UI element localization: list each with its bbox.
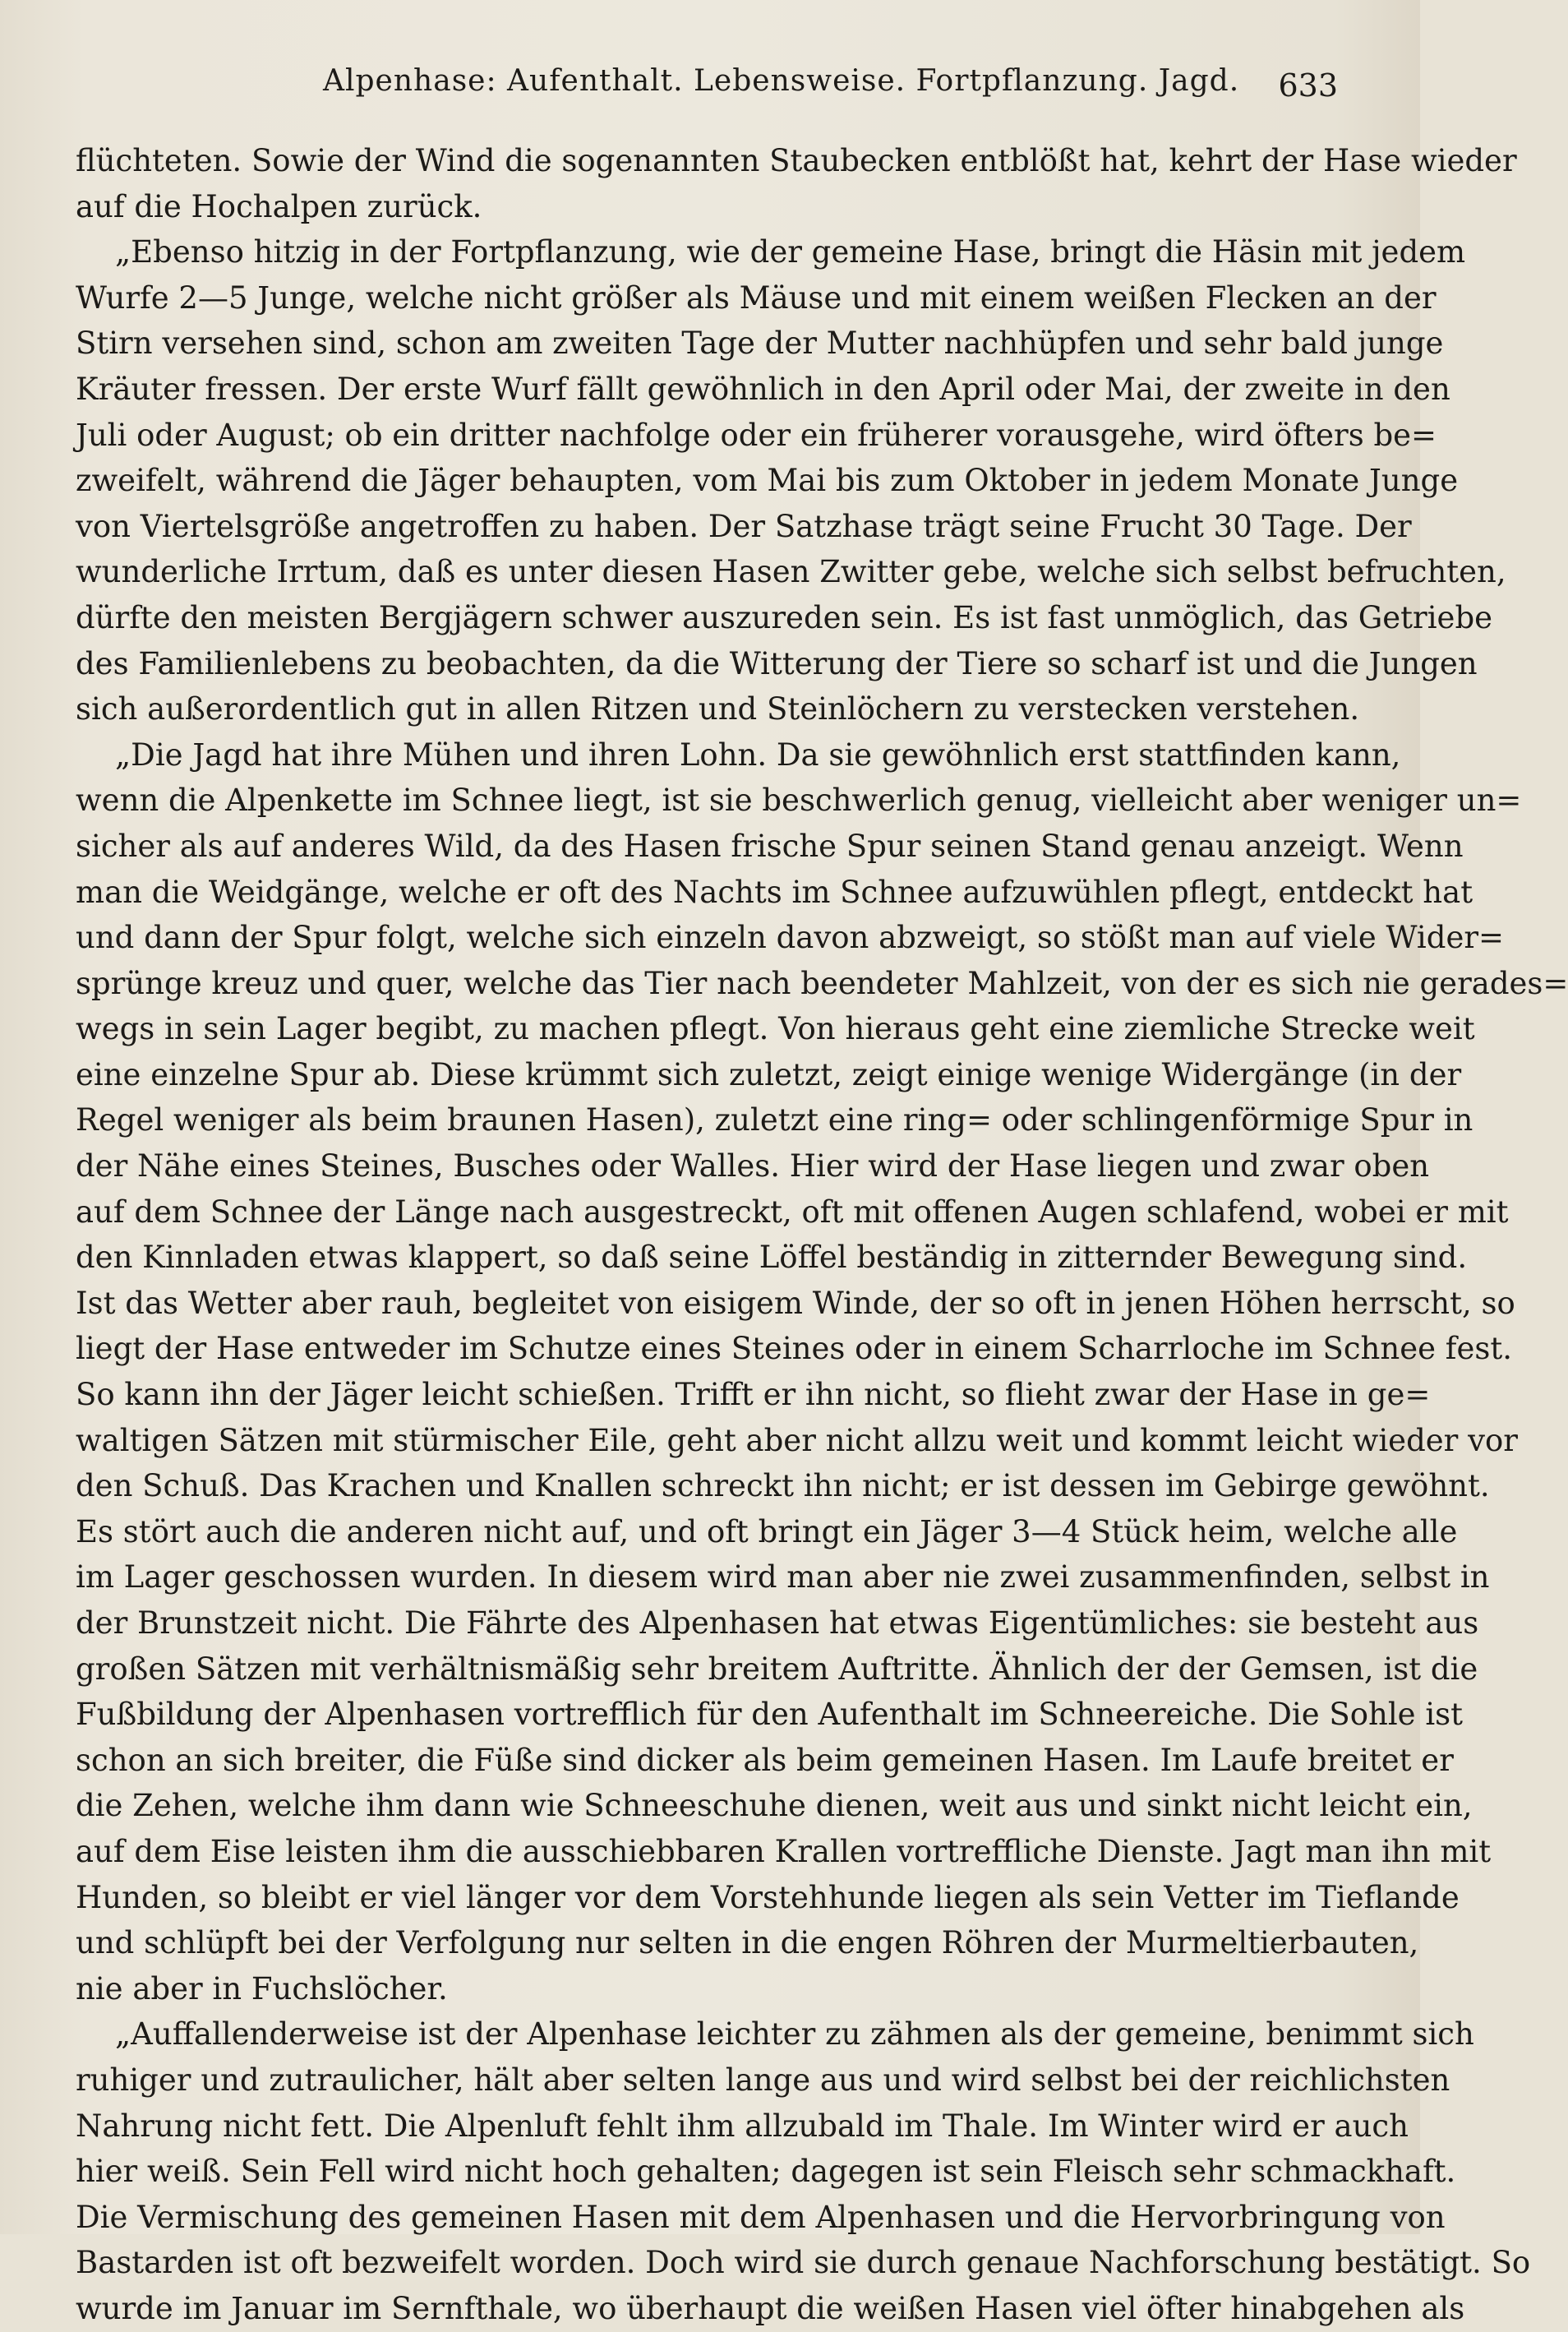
text-line: nie aber in Fuchslöcher. <box>76 1970 448 2006</box>
text-line: Regel weniger als beim braunen Hasen), zuletzt eine ring= oder schlingenförmige Spur in <box>76 1102 1473 1138</box>
page-number: 633 <box>1278 67 1338 104</box>
text-line: „Auffallenderweise ist der Alpenhase leichter zu zähmen als der gemeine, benimmt sich <box>115 2016 1474 2053</box>
text-line: der Brunstzeit nicht. Die Fährte des Alpenhasen hat etwas Eigentümliches: sie besteht aus <box>76 1605 1479 1641</box>
text-line: sprünge kreuz und quer, welche das Tier nach beendeter Mahlzeit, von der es sich nie gerades= <box>76 965 1568 1001</box>
text-line: „Ebenso hitzig in der Fortpflanzung, wie der gemeine Hase, bringt die Häsin mit jedem <box>115 234 1466 270</box>
text-line: Stirn versehen sind, schon am zweiten Tage der Mutter nachhüpfen und sehr bald junge <box>76 326 1444 362</box>
text-line: Juli oder August; ob ein dritter nachfolge oder ein früherer vorausgehe, wird öfters be= <box>76 417 1437 453</box>
text-line: wunderliche Irrtum, daß es unter diesen Hasen Zwitter gebe, welche sich selbst befruchten, <box>76 554 1506 590</box>
text-line: auf dem Eise leisten ihm die ausschiebbaren Krallen vortreffliche Dienste. Jagt man ihn mit <box>76 1833 1492 1869</box>
text-line: Nahrung nicht fett. Die Alpenluft fehlt ihm allzubald im Thale. Im Winter wird er auch <box>76 2108 1409 2144</box>
text-line: „Die Jagd hat ihre Mühen und ihren Lohn. Da sie gewöhnlich erst stattfinden kann, <box>115 737 1401 773</box>
text-line: auf dem Schnee der Länge nach ausgestreckt, oft mit offenen Augen schlafend, wobei er mit <box>76 1194 1509 1230</box>
text-line: Wurfe 2—5 Junge, welche nicht größer als Mäuse und mit einem weißen Flecken an der <box>76 279 1437 316</box>
body-text <box>76 138 1568 2332</box>
text-line: Es stört auch die anderen nicht auf, und oft bringt ein Jäger 3—4 Stück heim, welche alle <box>76 1513 1458 1549</box>
text-line: liegt der Hase entweder im Schutze eines Steines oder in einem Scharrloche im Schnee fest. <box>76 1331 1512 1367</box>
text-line: und dann der Spur folgt, welche sich einzeln davon abzweigt, so stößt man auf viele Wider= <box>76 920 1505 956</box>
text-line: wegs in sein Lager begibt, zu machen pflegt. Von hieraus geht eine ziemliche Strecke weit <box>76 1011 1475 1047</box>
text-line: von Viertelsgröße angetroffen zu haben. Der Satzhase trägt seine Frucht 30 Tage. Der <box>76 508 1412 544</box>
running-head: Alpenhase: Aufenthalt. Lebensweise. Fortpflanzung. Jagd. <box>323 64 1240 98</box>
text-line: man die Weidgänge, welche er oft des Nachts im Schnee aufzuwühlen pflegt, entdeckt hat <box>76 874 1473 910</box>
text-line: flüchteten. Sowie der Wind die sogenannten Staubecken entblößt hat, kehrt der Hase wieder <box>76 143 1517 178</box>
text-line: Die Vermischung des gemeinen Hasen mit dem Alpenhasen und die Hervorbringung von <box>76 2199 1446 2235</box>
text-line: die Zehen, welche ihm dann wie Schneeschuhe dienen, weit aus und sinkt nicht leicht ein, <box>76 1788 1473 1824</box>
text-line: der Nähe eines Steines, Busches oder Walles. Hier wird der Hase liegen und zwar oben <box>76 1148 1430 1184</box>
text-line: den Kinnladen etwas klappert, so daß seine Löffel beständig in zitternder Bewegung sind. <box>76 1240 1468 1276</box>
text-line: und schlüpft bei der Verfolgung nur selten in die engen Röhren der Murmeltierbauten, <box>76 1925 1419 1961</box>
text-line: eine einzelne Spur ab. Diese krümmt sich zuletzt, zeigt einige wenige Widergänge (in der <box>76 1056 1462 1092</box>
text-line: So kann ihn der Jäger leicht schießen. Trifft er ihn nicht, so flieht zwar der Hase in ge= <box>76 1377 1431 1413</box>
text-line: großen Sätzen mit verhältnismäßig sehr breitem Auftritte. Ähnlich der der Gemsen, ist die <box>76 1651 1478 1687</box>
text-line: wurde im Januar im Sernfthale, wo überhaupt die weißen Hasen viel öfter hinabgehen als <box>76 2290 1465 2326</box>
text-line: Bastarden ist oft bezweifelt worden. Doch wird sie durch genaue Nachforschung bestätigt. So <box>76 2245 1531 2281</box>
text-line: des Familienlebens zu beobachten, da die Witterung der Tiere so scharf ist und die Jungen <box>76 645 1478 681</box>
text-line: im Lager geschossen wurden. In diesem wird man aber nie zwei zusammenfinden, selbst in <box>76 1559 1490 1595</box>
text-line: Hunden, so bleibt er viel länger vor dem Vorstehhunde liegen als sein Vetter im Tieflande <box>76 1879 1460 1915</box>
text-line: hier weiß. Sein Fell wird nicht hoch gehalten; dagegen ist sein Fleisch sehr schmackhaft. <box>76 2154 1456 2190</box>
text-line: zweifelt, während die Jäger behaupten, vom Mai bis zum Oktober in jedem Monate Junge <box>76 463 1459 499</box>
text-line: ruhiger und zutraulicher, hält aber selten lange aus und wird selbst bei der reichlichsten <box>76 2062 1450 2098</box>
text-line: sicher als auf anderes Wild, da des Hasen frische Spur seinen Stand genau anzeigt. Wenn <box>76 828 1464 864</box>
page-header <box>72 64 1338 113</box>
text-line: Kräuter fressen. Der erste Wurf fällt gewöhnlich in den April oder Mai, der zweite in den <box>76 371 1450 407</box>
text-line: waltigen Sätzen mit stürmischer Eile, geht aber nicht allzu weit und kommt leicht wieder vor <box>76 1422 1518 1458</box>
text-line: dürfte den meisten Bergjägern schwer auszureden sein. Es ist fast unmöglich, das Getriebe <box>76 599 1493 635</box>
text-line: schon an sich breiter, die Füße sind dicker als beim gemeinen Hasen. Im Laufe breitet er <box>76 1742 1454 1778</box>
text-line: Ist das Wetter aber rauh, begleitet von eisigem Winde, der so oft in jenen Höhen herrscht, so <box>76 1285 1515 1321</box>
text-line: den Schuß. Das Krachen und Knallen schreckt ihn nicht; er ist dessen im Gebirge gewöhnt. <box>76 1468 1490 1504</box>
text-line: wenn die Alpenkette im Schnee liegt, ist sie beschwerlich genug, vielleicht aber weniger un= <box>76 783 1522 819</box>
text-line: auf die Hochalpen zurück. <box>76 188 482 224</box>
text-line: sich außerordentlich gut in allen Ritzen und Steinlöchern zu verstecken verstehen. <box>76 691 1360 727</box>
text-line: Fußbildung der Alpenhasen vortrefflich für den Aufenthalt im Schneereiche. Die Sohle ist <box>76 1697 1464 1733</box>
